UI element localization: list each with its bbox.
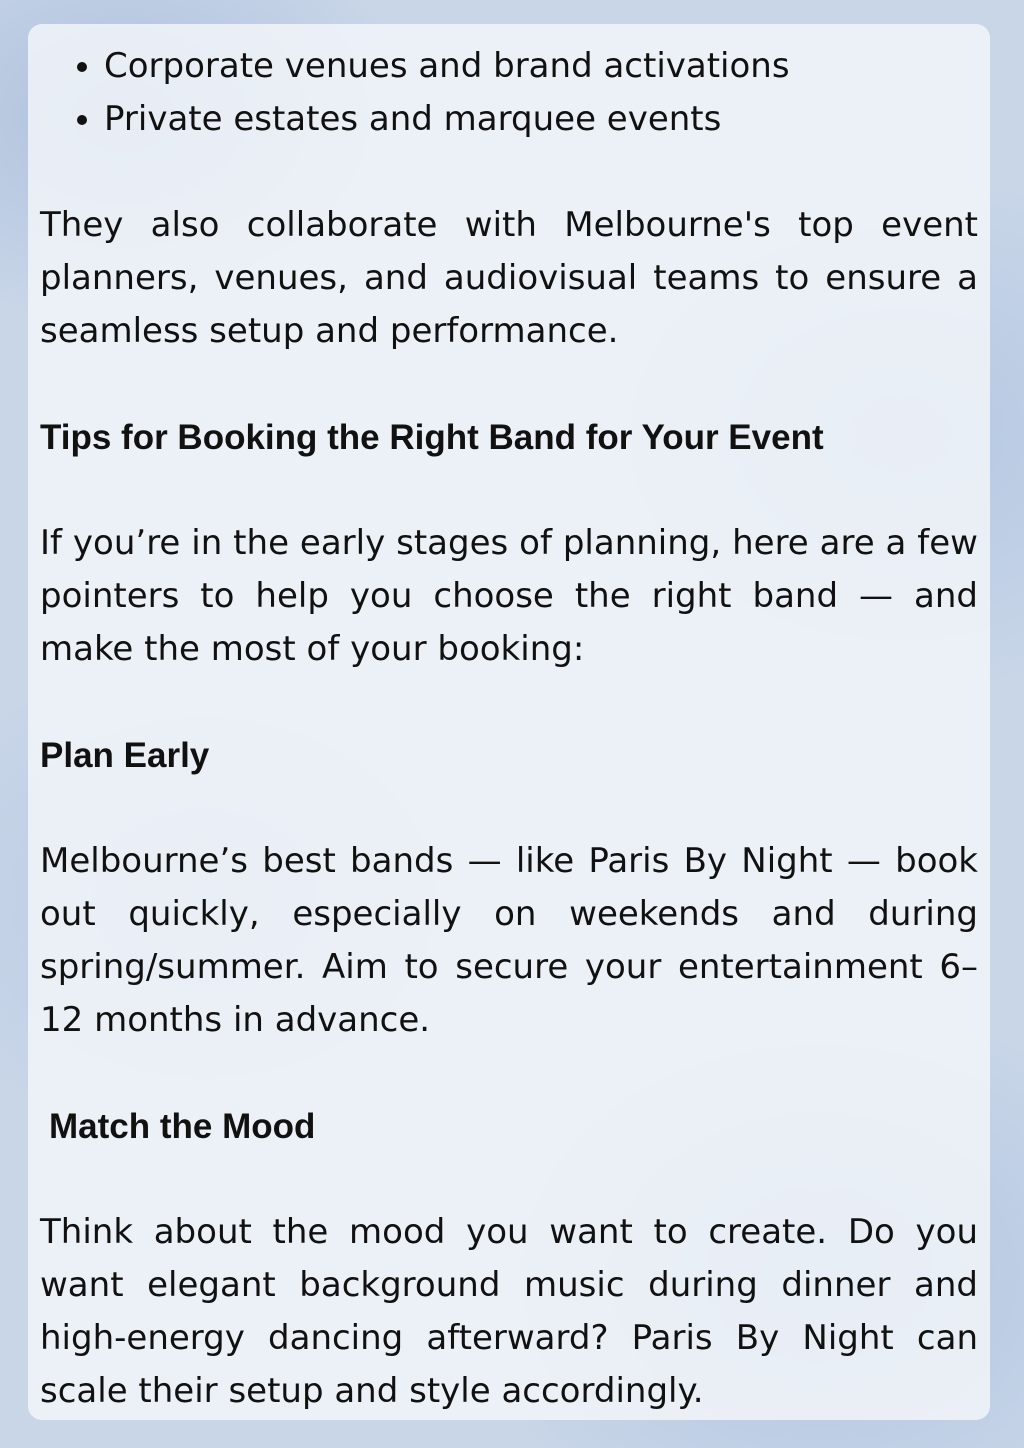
match-mood-paragraph: Think about the mood you want to create. Do you want elegant background music during dinner and high-energy dancing afterward? Paris By Night can scale their setup and style accordingly. — [40, 1212, 978, 1411]
list-item: • Private estates and marquee events — [104, 93, 978, 146]
tips-intro-paragraph: If you’re in the early stages of planning, here are a few pointers to help you choose the right band — and make the most of your booking: — [40, 523, 978, 669]
list-item: • Corporate venues and brand activations — [104, 40, 978, 93]
plan-early-heading: Plan Early — [40, 736, 210, 775]
tips-heading: Tips for Booking the Right Band for Your Event — [40, 418, 824, 457]
article-content — [40, 40, 978, 1418]
collaboration-paragraph: They also collaborate with Melbourne's top event planners, venues, and audiovisual teams to ensure a seamless setup and performance. — [40, 205, 978, 351]
plan-early-paragraph: Melbourne’s best bands — like Paris By Night — book out quickly, especially on weekends and during spring/summer. Aim to secure your entertainment 6–12 months in advance. — [40, 841, 978, 1040]
venue-list — [40, 40, 978, 146]
match-mood-heading: Match the Mood — [49, 1107, 316, 1146]
